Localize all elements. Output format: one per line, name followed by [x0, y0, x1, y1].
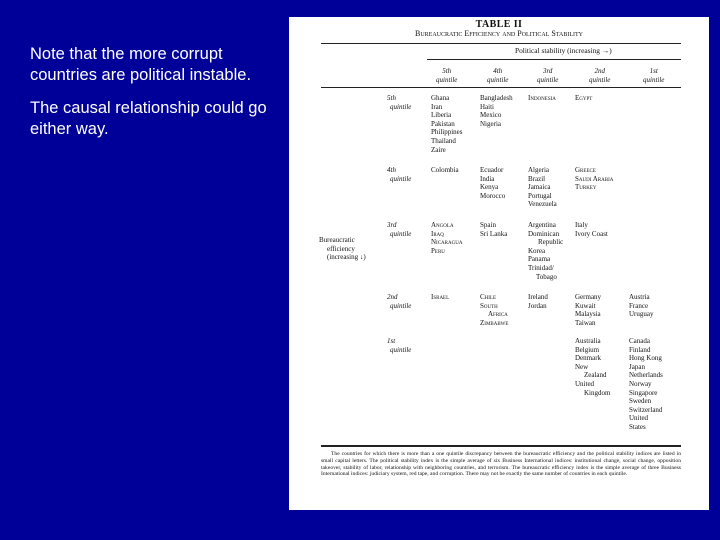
cell-r5-c5: Ghana Iran Liberia Pakistan Philippines Thailand Zaire [431, 94, 463, 154]
bullet-1: Note that the more corrupt countries are political instable. [30, 45, 252, 84]
cell-r3-c4: Spain Sri Lanka [480, 221, 508, 238]
col-header-3rd: 3rd quintile [537, 67, 559, 84]
header-rule [321, 87, 681, 88]
cell-r4-c2: Greece Saudi Arabia Turkey [575, 166, 614, 192]
cell-r2-c2: Germany Kuwait Malaysia Taiwan [575, 293, 602, 327]
cell-r1-c2: Australia Belgium Denmark New Zealand United Kingdom [575, 337, 611, 397]
col-header-4th: 4th quintile [487, 67, 509, 84]
row-header-2nd: 2nd quintile [387, 293, 412, 310]
cell-r5-c4: Bangladesh Haiti Mexico Nigeria [480, 94, 513, 128]
cell-r2-c4: Chile South Africa Zimbabwe [480, 293, 509, 327]
cell-r3-c3: Argentina Dominican Republic Korea Panama Trinidad/ Tobago [528, 221, 564, 281]
col-header-5th: 5th quintile [436, 67, 458, 84]
row-header-5th: 5th quintile [387, 94, 412, 111]
row-header-4th: 4th quintile [387, 166, 412, 183]
slide-text [30, 44, 280, 152]
top-rule [321, 43, 681, 44]
column-group-header: Political stability (increasing →) [515, 46, 612, 55]
column-group-rule [427, 59, 681, 60]
table-title: TABLE II [475, 19, 523, 30]
cell-r4-c4: Ecuador India Kenya Morocco [480, 166, 506, 200]
bullet-2: The causal relationship could go either way. [30, 99, 267, 138]
cell-r4-c3: Algeria Brazil Jamaica Portugal Venezuela [528, 166, 557, 209]
cell-r2-c5: Israel [431, 293, 450, 301]
table-subtitle: Bureaucratic Efficiency and Political Stability [415, 29, 583, 38]
cell-r5-c3: Indonesia [528, 94, 556, 102]
cell-r2-c3: Ireland Jordan [528, 293, 548, 310]
table-footnote: The countries for which there is more than a one quintile discrepancy between the bureaucratic efficiency and the political stability indices are listed in small capital letters. The political stability index is the simple average of six Business International indices: institutional change, social change, opposition takeover, stability of labor, relationship with neighboring countries, and terrorism. The bureaucratic efficiency index is the simple average of three Business International indices: judiciary system, red tape, and corruption. There may not be exactly the same number of countries in each quintile. [321, 451, 681, 478]
scanned-table-page [289, 17, 709, 510]
row-group-label: Bureaucratic efficiency (increasing ↓) [319, 236, 366, 262]
col-header-1st: 1st quintile [643, 67, 665, 84]
cell-r3-c5: Angola Iraq Nicaragua Peru [431, 221, 463, 255]
cell-r4-c5: Colombia [431, 166, 459, 174]
col-header-2nd: 2nd quintile [589, 67, 611, 84]
cell-r1-c1: Canada Finland Hong Kong Japan Netherlands Norway Singapore Sweden Switzerland United States [629, 337, 663, 431]
cell-r3-c2: Italy Ivory Coast [575, 221, 608, 238]
cell-r2-c1: Austria France Uruguay [629, 293, 654, 319]
row-header-1st: 1st quintile [387, 337, 412, 354]
bottom-rule [321, 445, 681, 447]
cell-r5-c2: Egypt [575, 94, 593, 102]
row-header-3rd: 3rd quintile [387, 221, 412, 238]
